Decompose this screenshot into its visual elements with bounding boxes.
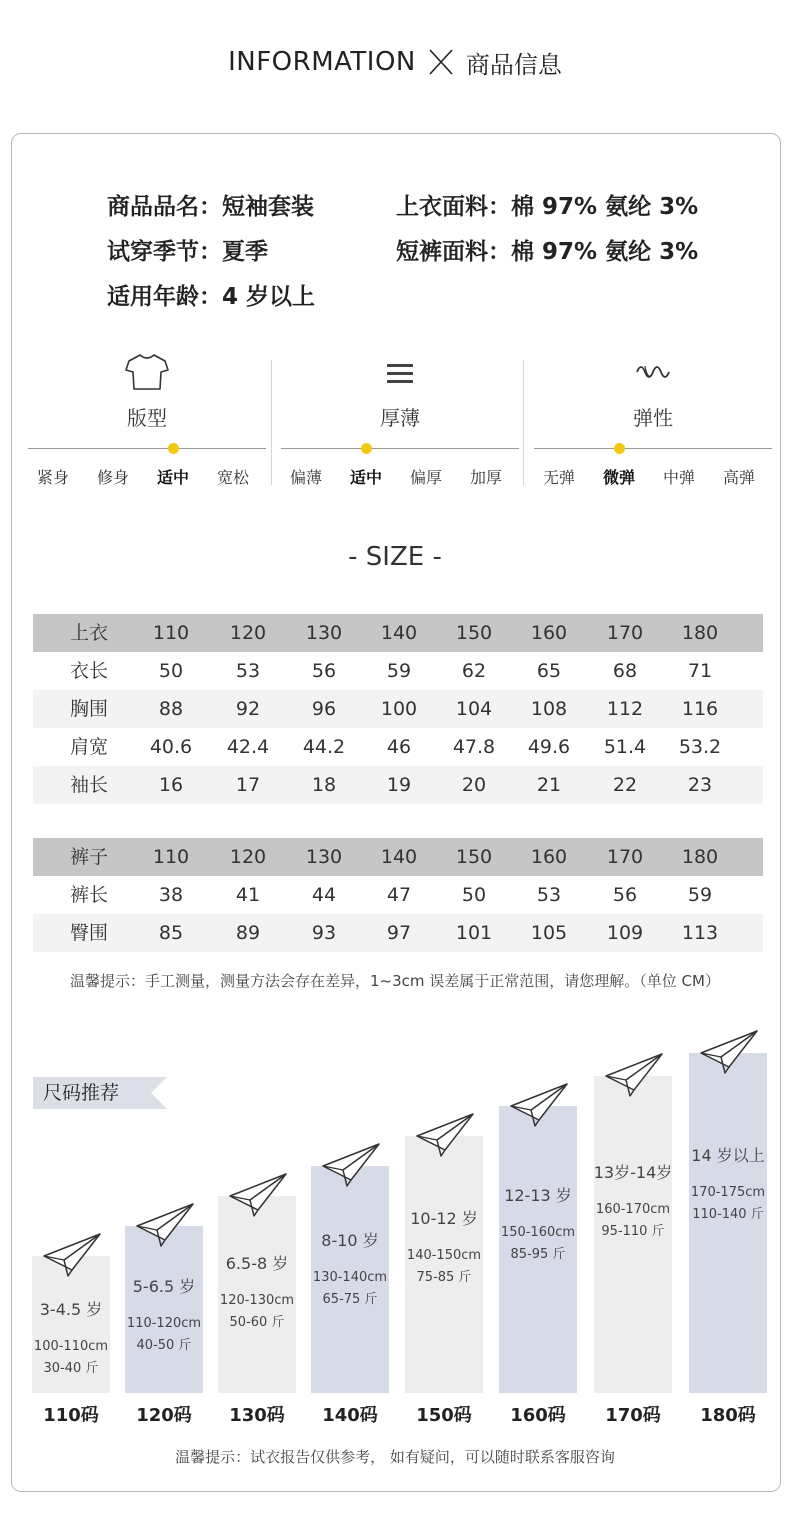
table-cell: 96 (311, 698, 337, 720)
table-cell: 59 (687, 884, 713, 906)
attr-thickness (281, 352, 519, 492)
table-cell: 108 (530, 698, 568, 720)
table-cell: 53.2 (678, 736, 722, 758)
divider (523, 360, 524, 485)
table-cell: 40.6 (149, 736, 193, 758)
table-cell: 120 (229, 622, 267, 644)
bar-weight: 30-40 斤 (43, 1360, 99, 1376)
size-label: 170码 (605, 1405, 661, 1426)
table-cell: 59 (386, 660, 412, 682)
scale-level: 紧身 (36, 468, 69, 487)
table-cell: 16 (158, 774, 184, 796)
tshirt-icon (125, 352, 169, 392)
table-cell: 65 (536, 660, 562, 682)
table-cell: 140 (380, 846, 418, 868)
row-label: 裤长 (69, 884, 108, 906)
scale-level: 偏薄 (289, 468, 322, 487)
header-title-cn: 商品信息 (465, 50, 562, 79)
size-bar (218, 1196, 296, 1393)
pants-size-table (33, 838, 763, 952)
table-cell: 49.6 (527, 736, 571, 758)
table-cell: 62 (461, 660, 487, 682)
bar-weight: 50-60 斤 (229, 1315, 285, 1331)
scale-level: 加厚 (469, 468, 502, 487)
bar-height: 160-170cm (595, 1202, 671, 1218)
scale-line (534, 448, 772, 449)
table-cell: 110 (152, 846, 190, 868)
table-cell: 92 (235, 698, 261, 720)
bar-height: 120-130cm (219, 1293, 295, 1309)
table-cell: 71 (687, 660, 713, 682)
row-label: 肩宽 (69, 736, 108, 758)
bar-height: 130-140cm (312, 1270, 388, 1286)
table-cell: 44 (311, 884, 337, 906)
row-label: 胸围 (69, 698, 108, 720)
table-cell: 53 (235, 660, 261, 682)
table-cell: 160 (530, 622, 568, 644)
table-cell: 41 (235, 884, 261, 906)
row-label: 袖长 (69, 774, 108, 796)
table-cell: 88 (158, 698, 184, 720)
table-cell: 85 (158, 922, 184, 944)
bar-age: 8-10 岁 (321, 1231, 379, 1251)
row-label: 上衣 (69, 622, 108, 644)
table-cell: 50 (461, 884, 487, 906)
table-cell: 44.2 (302, 736, 346, 758)
table-row (33, 766, 763, 804)
table-cell: 97 (386, 922, 412, 944)
attr-fit (28, 352, 266, 492)
wave-icon (635, 352, 671, 392)
table-cell: 160 (530, 846, 568, 868)
table-cell: 20 (461, 774, 487, 796)
size-bar (499, 1106, 577, 1393)
table-cell: 101 (455, 922, 493, 944)
scale-level-selected: 适中 (349, 468, 382, 487)
bar-height: 140-150cm (406, 1247, 482, 1263)
size-label: 150码 (416, 1405, 472, 1426)
measurement-tip: 温馨提示：手工测量，测量方法会存在差异，1~3cm 误差属于正常范围，请您理解。（单位 CM） (70, 972, 720, 990)
table-cell: 50 (158, 660, 184, 682)
size-label: 110码 (43, 1405, 99, 1426)
paper-plane-icon (135, 1200, 195, 1250)
size-bar (311, 1166, 389, 1393)
table-cell: 53 (536, 884, 562, 906)
table-cell: 150 (455, 846, 493, 868)
table-cell: 109 (606, 922, 644, 944)
table-header-row (33, 614, 763, 652)
attr-title: 弹性 (633, 406, 673, 430)
table-cell: 140 (380, 622, 418, 644)
table-cell: 93 (311, 922, 337, 944)
table-row (33, 914, 763, 952)
table-cell: 56 (612, 884, 638, 906)
table-cell: 46 (386, 736, 412, 758)
row-label: 衣长 (69, 660, 108, 682)
table-cell: 42.4 (226, 736, 270, 758)
table-cell: 19 (386, 774, 412, 796)
bar-age: 14 岁以上 (691, 1145, 765, 1165)
product-name: 商品品名：短袖套装 (107, 194, 314, 220)
table-cell: 17 (235, 774, 261, 796)
bar-height: 170-175cm (690, 1184, 766, 1200)
table-cell: 104 (455, 698, 493, 720)
table-cell: 120 (229, 846, 267, 868)
scale-line (281, 448, 519, 449)
scale-level: 修身 (96, 468, 129, 487)
table-cell: 130 (305, 622, 343, 644)
scale-indicator (168, 443, 179, 454)
bar-height: 100-110cm (33, 1338, 109, 1354)
size-bar (405, 1136, 483, 1393)
table-cell: 180 (681, 846, 719, 868)
bar-age: 3-4.5 岁 (39, 1299, 103, 1319)
table-cell: 23 (687, 774, 713, 796)
table-row (33, 876, 763, 914)
table-cell: 68 (612, 660, 638, 682)
bar-weight: 95-110 斤 (601, 1224, 665, 1240)
table-cell: 130 (305, 846, 343, 868)
header-title-en: INFORMATION (228, 47, 416, 77)
attr-title: 厚薄 (380, 406, 420, 430)
table-cell: 21 (536, 774, 562, 796)
scale-level: 高弹 (722, 468, 755, 487)
table-row (33, 728, 763, 766)
top-size-table (33, 614, 763, 804)
table-cell: 51.4 (603, 736, 647, 758)
bar-weight: 75-85 斤 (416, 1269, 472, 1285)
paper-plane-icon (228, 1170, 288, 1220)
bar-weight: 40-50 斤 (136, 1338, 192, 1354)
size-bar (125, 1226, 203, 1393)
paper-plane-icon (604, 1050, 664, 1100)
scale-level: 宽松 (216, 468, 249, 487)
table-cell: 89 (235, 922, 261, 944)
table-cell: 56 (311, 660, 337, 682)
table-row (33, 690, 763, 728)
scale-level: 偏厚 (409, 468, 442, 487)
scale-level: 无弹 (542, 468, 575, 487)
section-header (0, 40, 790, 84)
bar-height: 110-120cm (126, 1316, 202, 1332)
table-cell: 100 (380, 698, 418, 720)
fitting-tip: 温馨提示：试衣报告仅供参考， 如有疑问，可以随时联系客服咨询 (175, 1448, 615, 1466)
paper-plane-icon (509, 1080, 569, 1130)
layers-icon (385, 352, 415, 392)
table-cell: 150 (455, 622, 493, 644)
table-cell: 47.8 (452, 736, 496, 758)
size-label: 130码 (229, 1405, 285, 1426)
recommend-tag (33, 1077, 167, 1109)
bar-weight: 65-75 斤 (322, 1292, 378, 1308)
table-cell: 180 (681, 622, 719, 644)
scale-level-selected: 微弹 (602, 468, 635, 487)
bar-age: 6.5-8 岁 (225, 1254, 289, 1274)
bar-age: 5-6.5 岁 (132, 1277, 196, 1297)
recommend-label: 尺码推荐 (43, 1082, 120, 1104)
size-label: 180码 (700, 1405, 756, 1426)
table-cell: 112 (606, 698, 644, 720)
table-cell: 105 (530, 922, 568, 944)
bar-age: 10-12 岁 (410, 1208, 478, 1228)
size-title: - SIZE - (348, 542, 442, 572)
paper-plane-icon (415, 1110, 475, 1160)
table-cell: 38 (158, 884, 184, 906)
size-bar (689, 1053, 767, 1393)
table-header-row (33, 838, 763, 876)
table-cell: 170 (606, 622, 644, 644)
bar-weight: 85-95 斤 (510, 1246, 566, 1262)
scale-indicator (361, 443, 372, 454)
bar-age: 12-13 岁 (504, 1185, 572, 1205)
scale-level: 中弹 (662, 468, 695, 487)
table-cell: 110 (152, 622, 190, 644)
table-cell: 113 (681, 922, 719, 944)
attr-elasticity (534, 352, 772, 492)
bar-age: 13岁-14岁 (593, 1163, 673, 1183)
scale-line (28, 448, 266, 449)
paper-plane-icon (321, 1140, 381, 1190)
shorts-fabric: 短裤面料：棉 97% 氨纶 3% (396, 239, 699, 265)
size-label: 120码 (136, 1405, 192, 1426)
divider (271, 360, 272, 485)
table-cell: 22 (612, 774, 638, 796)
row-label: 裤子 (69, 846, 108, 868)
bar-weight: 110-140 斤 (692, 1206, 764, 1222)
bar-height: 150-160cm (500, 1224, 576, 1240)
top-fabric: 上衣面料：棉 97% 氨纶 3% (396, 194, 699, 220)
product-season: 试穿季节：夏季 (107, 239, 268, 265)
row-label: 臀围 (69, 922, 108, 944)
cross-icon (426, 47, 456, 77)
table-row (33, 652, 763, 690)
paper-plane-icon (699, 1027, 759, 1077)
table-cell: 116 (681, 698, 719, 720)
size-label: 160码 (510, 1405, 566, 1426)
size-bar (594, 1076, 672, 1393)
paper-plane-icon (42, 1230, 102, 1280)
scale-level-selected: 适中 (156, 468, 189, 487)
scale-indicator (614, 443, 625, 454)
size-label: 140码 (322, 1405, 378, 1426)
table-cell: 18 (311, 774, 337, 796)
table-cell: 47 (386, 884, 412, 906)
attr-title: 版型 (127, 406, 167, 430)
product-age: 适用年龄：4 岁以上 (107, 284, 316, 310)
table-cell: 170 (606, 846, 644, 868)
